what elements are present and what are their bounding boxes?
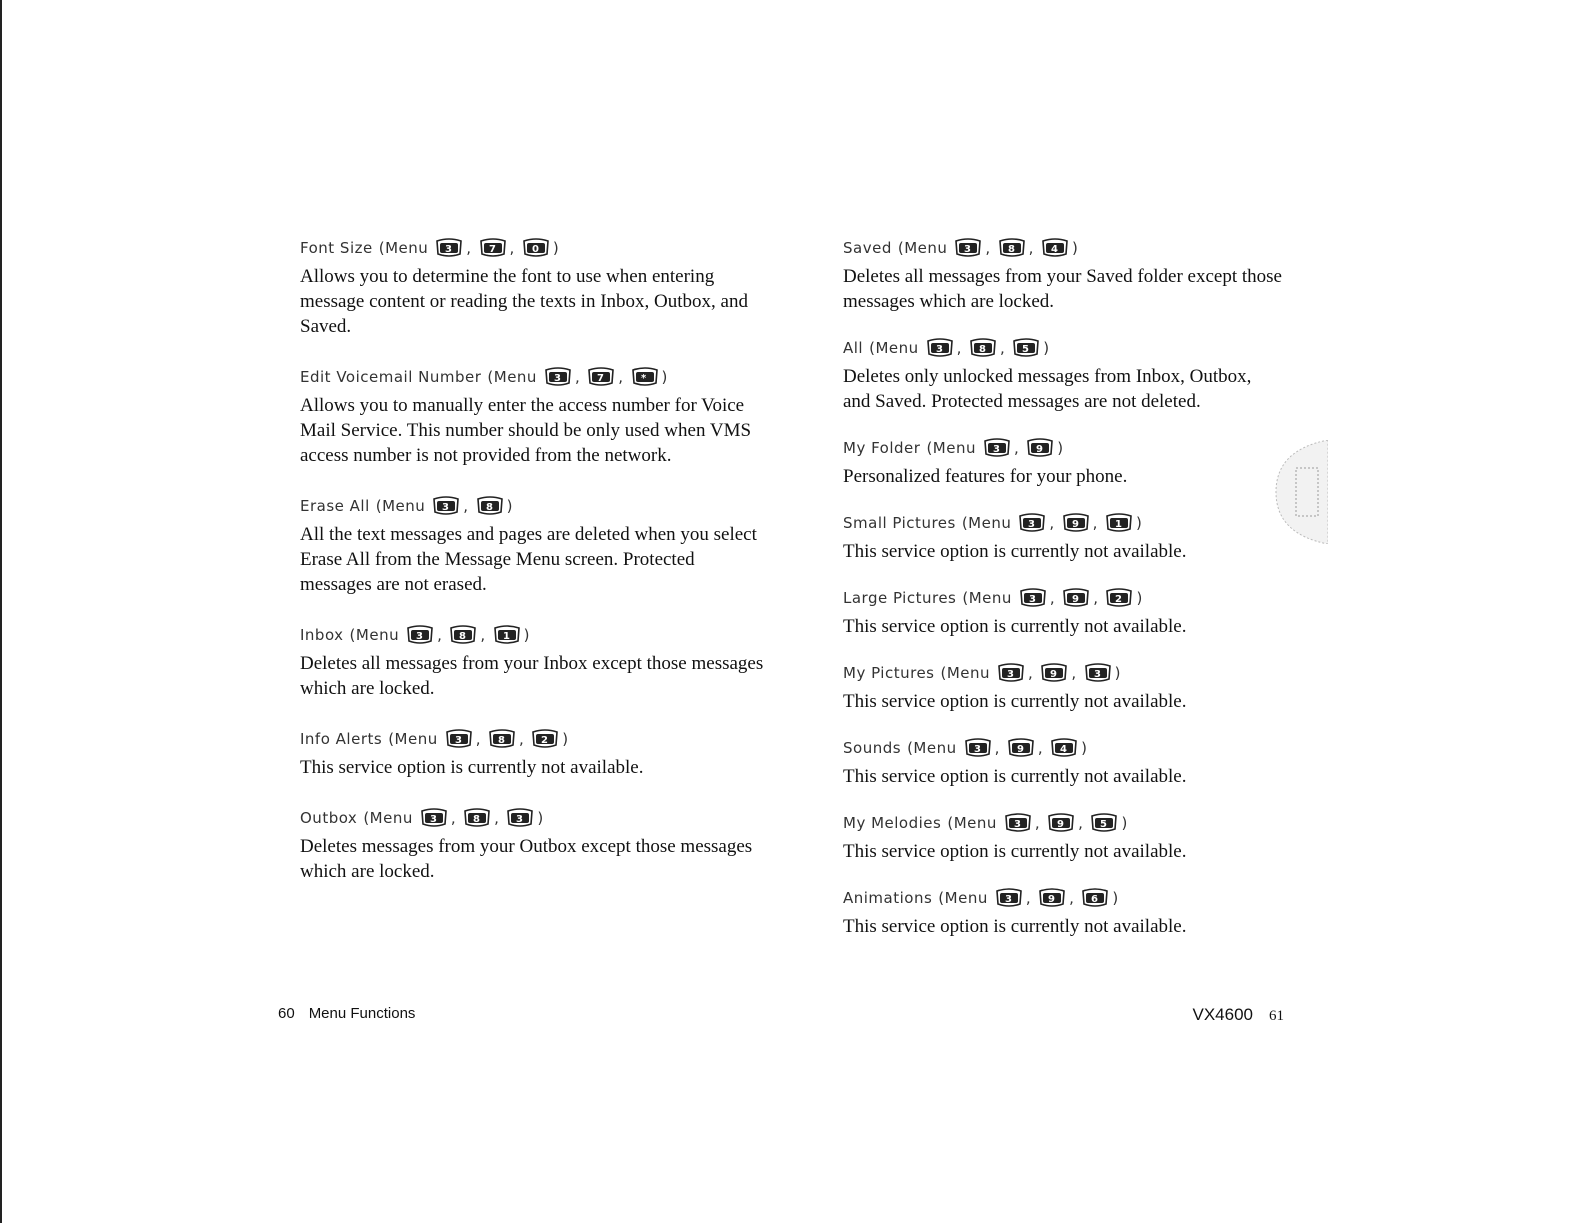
keypad-key-icon <box>953 238 983 258</box>
keypad-key-icon <box>630 367 660 387</box>
keypad-key-icon <box>1017 513 1047 533</box>
comma-separator: , <box>994 739 1000 757</box>
section-heading <box>843 886 1283 910</box>
keypad-key-icon <box>1006 738 1036 758</box>
menu-section <box>300 494 770 597</box>
keypad-key-icon <box>419 808 449 828</box>
section-heading <box>300 806 770 830</box>
menu-path-prefix: (Menu <box>940 664 991 682</box>
comma-separator: , <box>1037 739 1044 757</box>
keypad-key-icon <box>1039 663 1069 683</box>
section-title: Edit Voicemail Number <box>300 368 482 386</box>
section-body: Allows you to manually enter the access number for Voice Mail Service. This number should be only used when VMS access number is not provided from the network. <box>300 395 752 466</box>
comma-separator: , <box>1049 514 1055 532</box>
svg-text:3: 3 <box>1007 669 1015 680</box>
keypad-key-icon <box>1061 513 1091 533</box>
section-tab-graphic <box>1274 440 1328 544</box>
close-paren: ) <box>562 730 569 748</box>
comma-separator: , <box>618 368 624 386</box>
keypad-key-icon <box>521 238 551 258</box>
svg-text:8: 8 <box>473 814 481 825</box>
section-body: Allows you to determine the font to use when entering message content or reading the texts in Inbox, Outbox, and Saved. <box>300 266 748 337</box>
close-paren: ) <box>1071 239 1079 257</box>
keypad-key-icon <box>448 625 478 645</box>
svg-text:8: 8 <box>1007 244 1016 255</box>
svg-text:3: 3 <box>454 735 463 746</box>
menu-path-prefix: (Menu <box>388 730 438 748</box>
keypad-key-icon <box>1037 888 1067 908</box>
svg-text:3: 3 <box>1093 669 1102 680</box>
section-title: My Pictures <box>843 664 935 682</box>
section-body: This service option is currently not available. <box>843 541 1187 562</box>
section-heading <box>300 236 770 260</box>
section-heading <box>300 727 770 751</box>
svg-text:7: 7 <box>488 244 497 255</box>
close-paren: ) <box>1136 589 1143 607</box>
comma-separator: , <box>1049 589 1056 607</box>
comma-separator: , <box>985 239 991 257</box>
comma-separator: , <box>494 809 500 827</box>
comma-separator: , <box>1034 814 1041 832</box>
menu-section <box>843 736 1283 789</box>
section-heading <box>300 365 770 389</box>
svg-text:3: 3 <box>516 814 524 825</box>
keypad-key-icon <box>492 625 522 645</box>
comma-separator: , <box>450 809 457 827</box>
keypad-key-icon <box>1046 813 1076 833</box>
keypad-key-icon <box>1089 813 1119 833</box>
section-body: This service option is currently not available. <box>843 691 1187 712</box>
comma-separator: , <box>1014 439 1020 457</box>
menu-section <box>300 806 770 884</box>
close-paren: ) <box>537 809 544 827</box>
keypad-key-icon <box>1049 738 1079 758</box>
section-body: This service option is currently not available. <box>843 841 1187 862</box>
close-paren: ) <box>1121 814 1128 832</box>
svg-text:8: 8 <box>498 735 506 746</box>
comma-separator: , <box>999 339 1006 357</box>
menu-path-prefix: (Menu <box>375 497 426 515</box>
menu-path-prefix: (Menu <box>869 339 919 357</box>
menu-section <box>843 661 1283 714</box>
close-paren: ) <box>1057 439 1064 457</box>
close-paren: ) <box>1043 339 1050 357</box>
section-heading <box>843 661 1283 685</box>
svg-text:3: 3 <box>993 444 1001 455</box>
menu-section <box>300 236 770 339</box>
comma-separator: , <box>480 626 486 644</box>
comma-separator: , <box>437 626 443 644</box>
svg-text:1: 1 <box>502 631 511 642</box>
menu-path-prefix: (Menu <box>962 589 1012 607</box>
svg-text:9: 9 <box>1072 594 1080 605</box>
section-heading <box>843 511 1283 535</box>
svg-text:5: 5 <box>1022 344 1030 355</box>
close-paren: ) <box>1114 664 1121 682</box>
keypad-key-icon <box>405 625 435 645</box>
svg-text:4: 4 <box>1060 744 1068 755</box>
comma-separator: , <box>475 730 482 748</box>
section-title: Large Pictures <box>843 589 957 607</box>
svg-text:2: 2 <box>541 735 549 746</box>
keypad-key-icon <box>543 367 573 387</box>
keypad-key-icon <box>487 729 517 749</box>
comma-separator: , <box>463 497 469 515</box>
svg-text:3: 3 <box>445 244 453 255</box>
keypad-key-icon <box>505 808 535 828</box>
keypad-key-icon <box>1018 588 1048 608</box>
svg-text:8: 8 <box>485 502 494 513</box>
keypad-key-icon <box>444 729 474 749</box>
comma-separator: , <box>1025 889 1032 907</box>
section-heading <box>843 436 1283 460</box>
close-paren: ) <box>661 368 668 386</box>
keypad-key-icon <box>997 238 1027 258</box>
section-title: My Folder <box>843 439 921 457</box>
svg-text:9: 9 <box>1071 519 1080 530</box>
menu-section <box>843 886 1283 939</box>
section-title: Saved <box>843 239 892 257</box>
section-body: Deletes all messages from your Saved folder except those messages which are locked. <box>843 266 1282 312</box>
svg-text:3: 3 <box>416 631 424 642</box>
comma-separator: , <box>466 239 472 257</box>
section-body: All the text messages and pages are deleted when you select Erase All from the Message Menu screen. Protected messages are not erased. <box>300 524 757 595</box>
keypad-key-icon <box>1011 338 1041 358</box>
svg-text:6: 6 <box>1091 894 1099 905</box>
menu-path-prefix: (Menu <box>961 514 1012 532</box>
keypad-key-icon <box>1061 588 1091 608</box>
menu-section <box>843 336 1283 414</box>
svg-text:8: 8 <box>978 344 987 355</box>
section-title: Erase All <box>300 497 370 515</box>
svg-text:3: 3 <box>1028 594 1037 605</box>
section-body: This service option is currently not available. <box>843 766 1187 787</box>
keypad-key-icon <box>1083 663 1113 683</box>
section-title: My Melodies <box>843 814 942 832</box>
svg-text:*: * <box>640 373 647 384</box>
keypad-key-icon <box>434 238 464 258</box>
close-paren: ) <box>1135 514 1143 532</box>
menu-section <box>300 365 770 468</box>
section-heading <box>843 811 1283 835</box>
section-title: Animations <box>843 889 933 907</box>
footer-right <box>1193 1005 1285 1025</box>
menu-path-prefix: (Menu <box>907 739 957 757</box>
menu-section <box>300 623 770 701</box>
menu-section <box>843 586 1283 639</box>
svg-text:3: 3 <box>935 344 944 355</box>
svg-text:4: 4 <box>1050 244 1059 255</box>
section-body: This service option is currently not available. <box>843 916 1187 937</box>
svg-text:7: 7 <box>597 373 605 384</box>
svg-text:9: 9 <box>1036 444 1044 455</box>
section-body: Deletes messages from your Outbox except those messages which are locked. <box>300 836 753 882</box>
svg-text:3: 3 <box>973 744 982 755</box>
svg-text:9: 9 <box>1048 894 1056 905</box>
svg-text:9: 9 <box>1050 669 1058 680</box>
footer-left <box>278 1005 415 1022</box>
left-column <box>300 236 770 910</box>
keypad-key-icon <box>1080 888 1110 908</box>
keypad-key-icon <box>1003 813 1033 833</box>
menu-path-prefix: (Menu <box>947 814 997 832</box>
section-body: Deletes all messages from your Inbox except those messages which are locked. <box>300 653 764 699</box>
section-title: Small Pictures <box>843 514 956 532</box>
menu-path-prefix: (Menu <box>349 626 400 644</box>
section-body: This service option is currently not available. <box>300 757 644 778</box>
comma-separator: , <box>1069 889 1075 907</box>
keypad-key-icon <box>530 729 560 749</box>
menu-path-prefix: (Menu <box>378 239 429 257</box>
close-paren: ) <box>1112 889 1119 907</box>
keypad-key-icon <box>996 663 1026 683</box>
keypad-key-icon <box>925 338 955 358</box>
keypad-key-icon <box>478 238 508 258</box>
svg-text:3: 3 <box>1028 519 1036 530</box>
comma-separator: , <box>1093 589 1099 607</box>
section-heading <box>843 236 1283 260</box>
keypad-key-icon <box>1025 438 1055 458</box>
left-page-number: 60 <box>278 1005 295 1022</box>
comma-separator: , <box>956 339 962 357</box>
close-paren: ) <box>552 239 560 257</box>
right-column <box>843 236 1283 961</box>
section-title: Font Size <box>300 239 373 257</box>
section-heading <box>300 494 770 518</box>
keypad-key-icon <box>994 888 1024 908</box>
menu-section <box>843 436 1283 489</box>
svg-text:8: 8 <box>459 631 467 642</box>
svg-text:0: 0 <box>531 244 540 255</box>
keypad-key-icon <box>1040 238 1070 258</box>
menu-section <box>843 236 1283 314</box>
svg-text:3: 3 <box>553 373 562 384</box>
comma-separator: , <box>519 730 525 748</box>
svg-text:9: 9 <box>1057 819 1065 830</box>
close-paren: ) <box>523 626 531 644</box>
svg-text:3: 3 <box>964 244 972 255</box>
menu-section <box>843 811 1283 864</box>
menu-path-prefix: (Menu <box>897 239 948 257</box>
section-title: Inbox <box>300 626 344 644</box>
svg-text:2: 2 <box>1115 594 1123 605</box>
keypad-key-icon <box>968 338 998 358</box>
keypad-key-icon <box>963 738 993 758</box>
comma-separator: , <box>1071 664 1077 682</box>
section-title: Info Alerts <box>300 730 383 748</box>
section-title: All <box>843 339 864 357</box>
section-body: This service option is currently not available. <box>843 616 1187 637</box>
section-title: Sounds <box>843 739 902 757</box>
menu-section <box>843 511 1283 564</box>
keypad-key-icon <box>982 438 1012 458</box>
keypad-key-icon <box>1104 588 1134 608</box>
keypad-key-icon <box>1104 513 1134 533</box>
menu-path-prefix: (Menu <box>363 809 413 827</box>
svg-text:5: 5 <box>1100 819 1108 830</box>
section-heading <box>300 623 770 647</box>
close-paren: ) <box>1081 739 1088 757</box>
page-edge-rule <box>0 0 2 1223</box>
section-heading <box>843 586 1283 610</box>
comma-separator: , <box>574 368 581 386</box>
keypad-key-icon <box>586 367 616 387</box>
comma-separator: , <box>509 239 515 257</box>
left-footer-label: Menu Functions <box>308 1005 416 1022</box>
section-heading <box>843 336 1283 360</box>
svg-text:9: 9 <box>1016 744 1025 755</box>
comma-separator: , <box>1028 239 1034 257</box>
right-footer-label: VX4600 <box>1192 1005 1253 1024</box>
menu-path-prefix: (Menu <box>487 368 537 386</box>
comma-separator: , <box>1092 514 1098 532</box>
svg-text:1: 1 <box>1114 519 1123 530</box>
section-body: Deletes only unlocked messages from Inbox, Outbox, and Saved. Protected messages are not deleted. <box>843 366 1252 412</box>
close-paren: ) <box>506 497 513 515</box>
menu-section <box>300 727 770 780</box>
right-page-number: 61 <box>1269 1008 1284 1024</box>
comma-separator: , <box>1078 814 1084 832</box>
menu-path-prefix: (Menu <box>938 889 988 907</box>
svg-text:3: 3 <box>442 502 450 513</box>
section-body: Personalized features for your phone. <box>843 466 1128 487</box>
section-title: Outbox <box>300 809 358 827</box>
svg-text:3: 3 <box>1004 894 1013 905</box>
svg-text:3: 3 <box>1013 819 1022 830</box>
menu-path-prefix: (Menu <box>926 439 976 457</box>
keypad-key-icon <box>462 808 492 828</box>
comma-separator: , <box>1028 664 1034 682</box>
keypad-key-icon <box>475 496 505 516</box>
svg-text:3: 3 <box>429 814 438 825</box>
keypad-key-icon <box>431 496 461 516</box>
section-heading <box>843 736 1283 760</box>
